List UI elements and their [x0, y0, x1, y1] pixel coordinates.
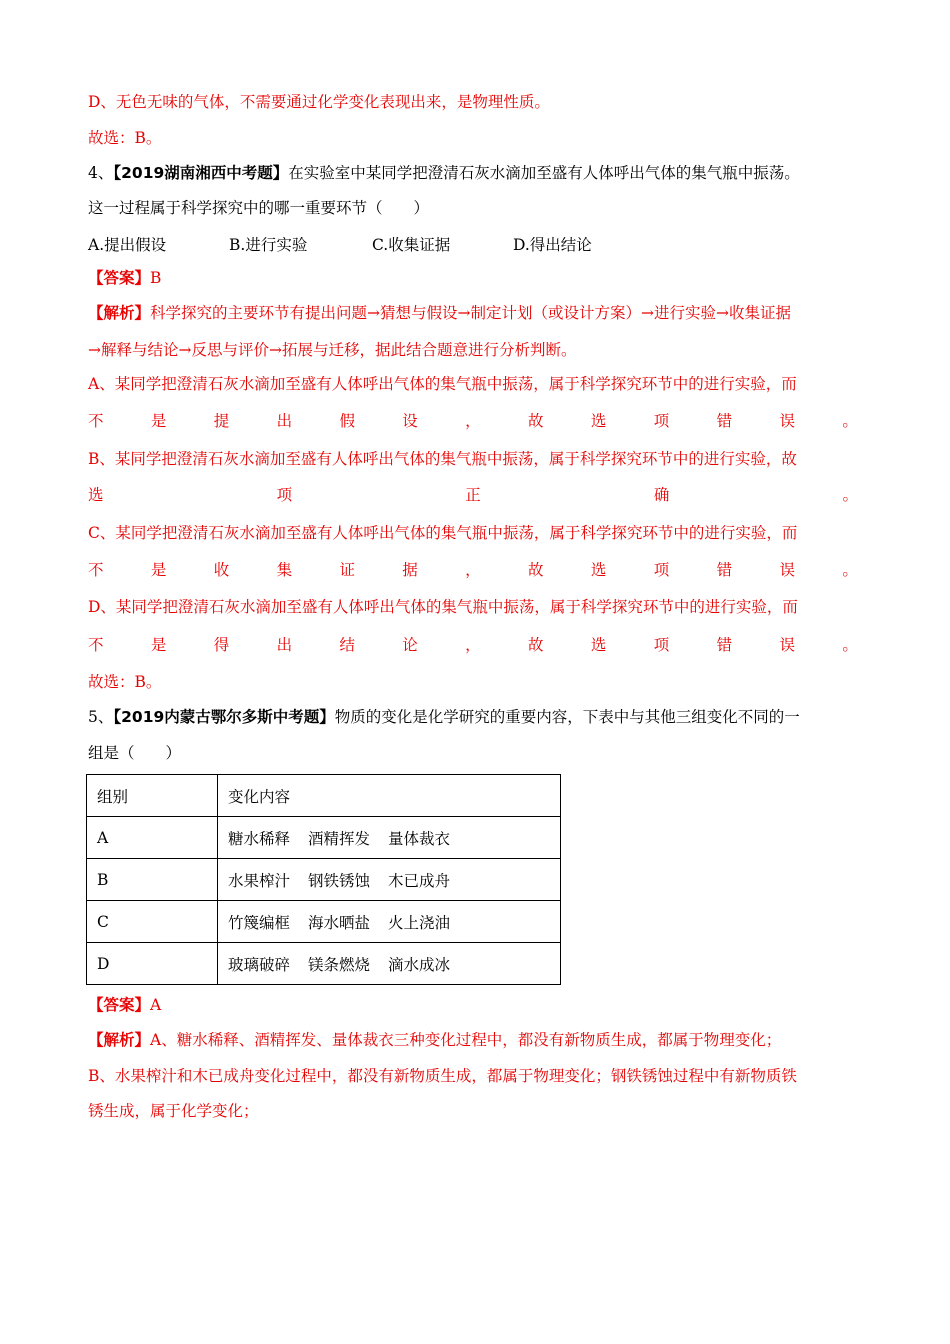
char: 收: [213, 561, 230, 579]
char: 。: [842, 561, 858, 579]
table-row: [87, 901, 561, 943]
q5-source: 【2019内蒙古鄂尔多斯中考题】: [113, 708, 335, 726]
char: ，: [465, 412, 481, 430]
q4-option-c-analysis: C、某同学把澄清石灰水滴加至盛有人体呼出气体的集气瓶中振荡，属于科学探究环节中的进行实验，而: [88, 524, 798, 542]
char: 结: [339, 636, 355, 654]
q5-analysis-text: A、糖水稀释、酒精挥发、量体裁衣三种变化过程中，都没有新物质生成，都属于物理变化；: [150, 1031, 782, 1049]
q4-option-d: D.得出结论: [513, 236, 592, 254]
change-item: 糖水稀释: [228, 829, 291, 848]
char: 集: [276, 561, 293, 579]
char: 是: [150, 636, 167, 654]
header-content: 变化内容: [218, 775, 561, 817]
char: 项: [653, 636, 670, 654]
char: 选: [590, 636, 607, 654]
change-item: 竹篾编框: [228, 913, 291, 932]
char: ，: [465, 561, 481, 579]
change-item: 火上浇油: [388, 913, 451, 932]
q5-analysis-label: 【解析】: [88, 1031, 151, 1049]
char: 不: [88, 561, 104, 579]
char: 误: [779, 561, 795, 579]
char: 选: [590, 412, 607, 430]
q5-analysis-line-1: [88, 1030, 781, 1050]
q4-option-c: C.收集证据: [372, 236, 451, 254]
char: 选: [590, 561, 607, 579]
q4-analysis-label: 【解析】: [88, 304, 151, 322]
char: 错: [716, 636, 733, 654]
q5-answer-label: 【答案】: [88, 996, 151, 1014]
char: 误: [779, 412, 795, 430]
char: 。: [842, 636, 858, 654]
table-row: [87, 859, 561, 901]
row-content: [218, 859, 561, 901]
char: 错: [716, 561, 733, 579]
char: 得: [213, 636, 230, 654]
q4-answer: [88, 268, 161, 288]
q5-stem-line-1: [88, 707, 800, 727]
char: 证: [339, 561, 355, 579]
char: 确: [653, 486, 670, 504]
row-group: A: [87, 817, 218, 859]
char: 论: [402, 636, 418, 654]
q4-option-a-analysis: A、某同学把澄清石灰水滴加至盛有人体呼出气体的集气瓶中振荡，属于科学探究环节中的进行实验，而: [88, 375, 797, 393]
char: 设: [402, 412, 418, 430]
char: 不: [88, 412, 104, 430]
q5-answer: [88, 995, 161, 1015]
change-item: 海水晒盐: [308, 913, 371, 932]
q4-analysis-line-2: →解释与结论→反思与评价→拓展与迁移，据此结合题意进行分析判断。: [88, 341, 577, 359]
q5-analysis-line-3: 锈生成，属于化学变化；: [88, 1102, 259, 1120]
q4-option-a: A.提出假设: [88, 236, 167, 254]
char: 。: [842, 412, 858, 430]
table-row: [87, 943, 561, 985]
char: 项: [276, 486, 293, 504]
change-item: 木已成舟: [388, 871, 451, 890]
char: 。: [842, 486, 858, 504]
q5-stem-text: 物质的变化是化学研究的重要内容，下表中与其他三组变化不同的一: [334, 708, 800, 726]
char: 项: [653, 561, 670, 579]
row-content: [218, 901, 561, 943]
q4-stem-line-1: [88, 163, 800, 183]
char: 提: [213, 412, 230, 430]
row-group: D: [87, 943, 218, 985]
prev-option-d-analysis: D、无色无味的气体，不需要通过化学变化表现出来，是物理性质。: [88, 93, 550, 111]
row-content: [218, 943, 561, 985]
q5-answer-value: A: [150, 996, 162, 1014]
change-item: 水果榨汁: [228, 871, 291, 890]
char: 故: [528, 636, 544, 654]
char: 误: [779, 636, 795, 654]
q4-analysis-line-1: [88, 303, 791, 323]
char: 故: [528, 561, 544, 579]
change-item: 镁条燃烧: [308, 955, 371, 974]
q4-option-b-analysis: B、某同学把澄清石灰水滴加至盛有人体呼出气体的集气瓶中振荡，属于科学探究环节中的进行实验，故: [88, 450, 797, 468]
char: 是: [150, 412, 167, 430]
q4-stem-line-2: 这一过程属于科学探究中的哪一重要环节（ ）: [88, 199, 430, 217]
char: 故: [528, 412, 544, 430]
table-row: [87, 817, 561, 859]
char: ，: [465, 636, 481, 654]
char: 出: [276, 636, 293, 654]
prev-final-answer: 故选：B。: [88, 129, 162, 147]
q5-number: 5、: [88, 708, 114, 726]
change-item: 玻璃破碎: [228, 955, 291, 974]
char: 选: [88, 486, 104, 504]
change-item: 量体裁衣: [388, 829, 451, 848]
q4-number: 4、: [88, 164, 114, 182]
q4-option-d-analysis-cont: [88, 635, 858, 655]
row-group: B: [87, 859, 218, 901]
change-item: 酒精挥发: [308, 829, 371, 848]
q4-source: 【2019湖南湘西中考题】: [113, 164, 289, 182]
char: 是: [150, 561, 167, 579]
q4-option-a-analysis-cont: [88, 411, 858, 431]
q5-stem-line-2: 组是（ ）: [88, 744, 182, 762]
header-group: 组别: [87, 775, 218, 817]
q4-option-c-analysis-cont: [88, 560, 858, 580]
char: 错: [716, 412, 733, 430]
q4-final-answer: 故选：B。: [88, 673, 162, 691]
q5-change-table: [86, 774, 561, 985]
change-item: 钢铁锈蚀: [308, 871, 371, 890]
char: 假: [339, 412, 355, 430]
char: 据: [402, 561, 418, 579]
q4-stem-text: 在实验室中某同学把澄清石灰水滴加至盛有人体呼出气体的集气瓶中振荡。: [288, 164, 800, 182]
q5-analysis-line-2: B、水果榨汁和木已成舟变化过程中，都没有新物质生成，都属于物理变化；钢铁锈蚀过程中有新物质铁: [88, 1067, 797, 1085]
q4-option-d-analysis: D、某同学把澄清石灰水滴加至盛有人体呼出气体的集气瓶中振荡，属于科学探究环节中的进行实验，而: [88, 598, 798, 616]
q4-answer-label: 【答案】: [88, 269, 151, 287]
change-item: 滴水成冰: [388, 955, 451, 974]
q4-analysis-text: 科学探究的主要环节有提出问题→猜想与假设→制定计划（或设计方案）→进行实验→收集证据: [150, 304, 791, 322]
char: 正: [465, 486, 481, 504]
q4-answer-value: B: [150, 269, 162, 287]
table-header-row: [87, 775, 561, 817]
char: 项: [653, 412, 670, 430]
char: 不: [88, 636, 104, 654]
row-group: C: [87, 901, 218, 943]
q4-option-b-analysis-cont: [88, 485, 858, 505]
q4-option-b: B.进行实验: [229, 236, 308, 254]
char: 出: [276, 412, 293, 430]
row-content: [218, 817, 561, 859]
